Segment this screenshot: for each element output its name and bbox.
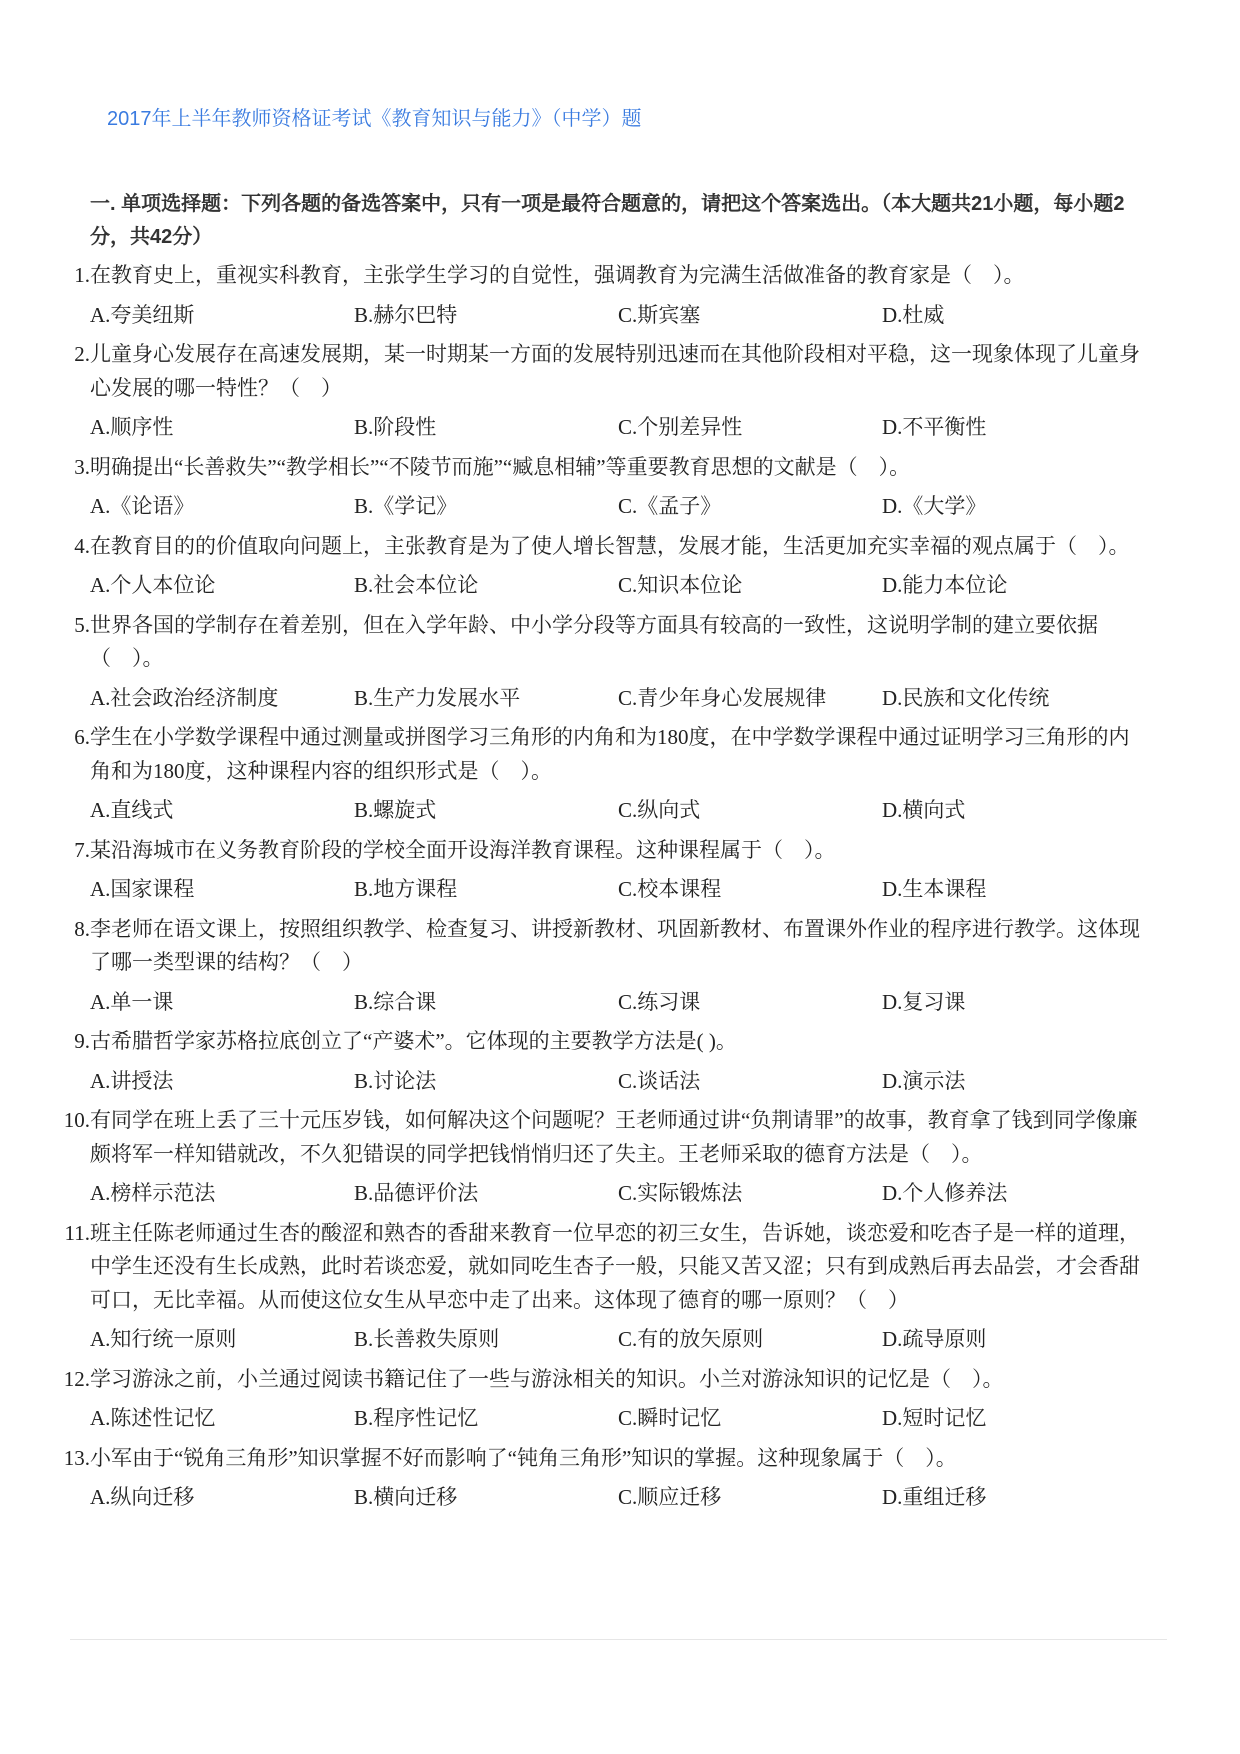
document-title: 2017年上半年教师资格证考试《教育知识与能力》（中学）题 (107, 108, 642, 130)
question-number: 5. (74, 612, 90, 637)
answer-option: D.生本课程 (882, 877, 987, 901)
answer-option: C.纵向式 (618, 798, 701, 822)
question-text (74, 259, 1140, 293)
question-stem: 学习游泳之前，小兰通过阅读书籍记住了一些与游泳相关的知识。小兰对游泳知识的记忆是（ ）。 (90, 1366, 1004, 1391)
question-stem: 班主任陈老师通过生杏的酸涩和熟杏的香甜来教育一位早恋的初三女生，告诉她，谈恋爱和吃杏子是一样的道理，中学生还没有生长成熟，此时若谈恋爱，就如同吃生杏子一般，只能又苦又涩；只有到成熟后再去品尝，才会香甜可口，无比幸福。从而使这位女生从早恋中走了出来。这体现了德育的哪一原则？（ ） (90, 1220, 1140, 1312)
answer-option: D.短时记忆 (882, 1406, 987, 1430)
question-item (0, 1217, 1240, 1357)
answer-option: C.《孟子》 (618, 494, 722, 518)
options-row (90, 1323, 1240, 1357)
options-row (90, 794, 1240, 828)
question-stem: 学生在小学数学课程中通过测量或拼图学习三角形的内角和为180度，在中学数学课程中通过证明学习三角形的内角和为180度，这种课程内容的组织形式是（ ）。 (90, 725, 1130, 783)
answer-option: C.知识本位论 (618, 573, 743, 597)
question-number: 7. (74, 837, 90, 862)
question-number: 6. (74, 725, 90, 749)
answer-option: D.不平衡性 (882, 415, 987, 439)
answer-option: D.民族和文化传统 (882, 685, 1050, 710)
question-item (0, 1104, 1240, 1211)
options-row (90, 299, 1240, 333)
answer-option: D.疏导原则 (882, 1327, 987, 1351)
answer-option: B.《学记》 (354, 494, 458, 518)
answer-option: B.阶段性 (354, 415, 437, 439)
question-number: 4. (74, 533, 90, 558)
options-row (90, 682, 1240, 716)
options-row (90, 1065, 1240, 1099)
question-text (74, 1025, 1140, 1059)
answer-option: C.瞬时记忆 (618, 1406, 722, 1430)
answer-option: A.直线式 (90, 798, 174, 822)
options-row (90, 986, 1240, 1020)
question-item (0, 913, 1240, 1020)
question-item (0, 834, 1240, 907)
options-row (90, 569, 1240, 603)
answer-option: B.长善救失原则 (354, 1327, 500, 1351)
question-text (74, 834, 1140, 868)
answer-option: C.练习课 (618, 989, 701, 1014)
question-item (0, 1025, 1240, 1098)
question-stem: 小军由于“锐角三角形”知识掌握不好而影响了“钝角三角形”知识的掌握。这种现象属于（ ）。 (90, 1445, 957, 1470)
answer-option: A.纵向迁移 (90, 1485, 195, 1509)
answer-option: D.复习课 (882, 989, 966, 1014)
options-row (90, 490, 1240, 524)
answer-option: A.社会政治经济制度 (90, 685, 279, 710)
page-divider (70, 1639, 1167, 1640)
question-stem: 在教育目的的价值取向问题上，主张教育是为了使人增长智慧，发展才能，生活更加充实幸福的观点属于（ ）。 (90, 533, 1130, 558)
question-item (0, 1442, 1240, 1515)
answer-option: A.《论语》 (90, 494, 195, 518)
question-item (0, 338, 1240, 445)
answer-option: C.斯宾塞 (618, 302, 701, 327)
options-row (90, 411, 1240, 445)
answer-option: D.横向式 (882, 798, 966, 822)
question-text (74, 721, 1140, 788)
answer-option: B.赫尔巴特 (354, 302, 458, 327)
answer-option: A.陈述性记忆 (90, 1406, 216, 1430)
answer-option: B.品德评价法 (354, 1181, 479, 1205)
question-stem: 某沿海城市在义务教育阶段的学校全面开设海洋教育课程。这种课程属于（ ）。 (90, 837, 836, 862)
answer-option: D.个人修养法 (882, 1181, 1008, 1205)
question-stem: 有同学在班上丢了三十元压岁钱，如何解决这个问题呢？王老师通过讲“负荆请罪”的故事，教育拿了钱到同学像廉颇将军一样知错就改，不久犯错误的同学把钱悄悄归还了失主。王老师采取的德育方法是（ ）。 (90, 1108, 1138, 1166)
question-number: 13. (63, 1445, 90, 1470)
question-stem: 世界各国的学制存在着差别，但在入学年龄、中小学分段等方面具有较高的一致性，这说明学制的建立要依据（ ）。 (90, 612, 1098, 670)
answer-option: B.横向迁移 (354, 1485, 458, 1509)
question-item (0, 451, 1240, 524)
question-item (0, 609, 1240, 716)
question-text (74, 338, 1140, 405)
question-number: 3. (74, 454, 90, 479)
answer-option: B.综合课 (354, 989, 437, 1014)
question-text (64, 1217, 1140, 1318)
question-text (74, 530, 1140, 564)
answer-option: A.夸美纽斯 (90, 302, 195, 327)
question-stem: 古希腊哲学家苏格拉底创立了“产婆术”。它体现的主要教学方法是( )。 (90, 1029, 737, 1053)
question-text (74, 913, 1140, 980)
question-number: 2. (74, 342, 90, 366)
answer-option: A.个人本位论 (90, 573, 216, 597)
answer-option: B.生产力发展水平 (354, 685, 521, 710)
options-row (90, 1481, 1240, 1515)
answer-option: D.杜威 (882, 302, 945, 327)
options-row (90, 873, 1240, 907)
answer-option: C.顺应迁移 (618, 1485, 722, 1509)
answer-option: C.青少年身心发展规律 (618, 685, 827, 710)
options-row (90, 1402, 1240, 1436)
answer-option: C.个别差异性 (618, 415, 743, 439)
answer-option: A.讲授法 (90, 1068, 174, 1093)
question-number: 1. (74, 263, 90, 287)
question-text (63, 1104, 1140, 1171)
answer-option: D.《大学》 (882, 494, 987, 518)
question-number: 10. (63, 1108, 90, 1132)
question-item (0, 721, 1240, 828)
question-number: 12. (63, 1366, 90, 1391)
question-text (74, 451, 1140, 485)
question-text (63, 1363, 1140, 1397)
answer-option: B.讨论法 (354, 1068, 437, 1093)
answer-option: C.有的放矢原则 (618, 1327, 764, 1351)
question-stem: 李老师在语文课上，按照组织教学、检查复习、讲授新教材、巩固新教材、布置课外作业的程序进行教学。这体现了哪一类型课的结构？（ ） (90, 916, 1140, 974)
answer-option: D.演示法 (882, 1068, 966, 1093)
answer-option: C.校本课程 (618, 877, 722, 901)
answer-option: A.榜样示范法 (90, 1181, 216, 1205)
answer-option: A.国家课程 (90, 877, 195, 901)
answer-option: A.顺序性 (90, 415, 174, 439)
section-heading: 一. 单项选择题：下列各题的备选答案中，只有一项是最符合题意的，请把这个答案选出。（本大题共21小题，每小题2分，共42分） (90, 193, 1125, 248)
answer-option: B.社会本位论 (354, 573, 479, 597)
question-text (63, 1442, 1140, 1476)
question-list (0, 259, 1240, 1521)
question-item (0, 259, 1240, 332)
question-stem: 儿童身心发展存在高速发展期，某一时期某一方面的发展特别迅速而在其他阶段相对平稳，这一现象体现了儿童身心发展的哪一特性？（ ） (90, 342, 1140, 400)
question-number: 9. (74, 1029, 90, 1053)
answer-option: C.谈话法 (618, 1068, 701, 1093)
question-number: 8. (74, 916, 90, 941)
answer-option: C.实际锻炼法 (618, 1181, 743, 1205)
question-stem: 在教育史上，重视实科教育，主张学生学习的自觉性，强调教育为完满生活做准备的教育家是（ ）。 (90, 263, 1025, 287)
question-stem: 明确提出“长善救失”“教学相长”“不陵节而施”“臧息相辅”等重要教育思想的文献是（ ）。 (90, 454, 911, 479)
answer-option: D.重组迁移 (882, 1485, 987, 1509)
answer-option: D.能力本位论 (882, 573, 1008, 597)
question-text (74, 609, 1140, 676)
options-row (90, 1177, 1240, 1211)
question-item (0, 530, 1240, 603)
question-item (0, 1363, 1240, 1436)
answer-option: B.地方课程 (354, 877, 458, 901)
question-number: 11. (64, 1220, 90, 1245)
answer-option: A.知行统一原则 (90, 1327, 237, 1351)
answer-option: B.程序性记忆 (354, 1406, 479, 1430)
answer-option: B.螺旋式 (354, 798, 437, 822)
answer-option: A.单一课 (90, 989, 174, 1014)
